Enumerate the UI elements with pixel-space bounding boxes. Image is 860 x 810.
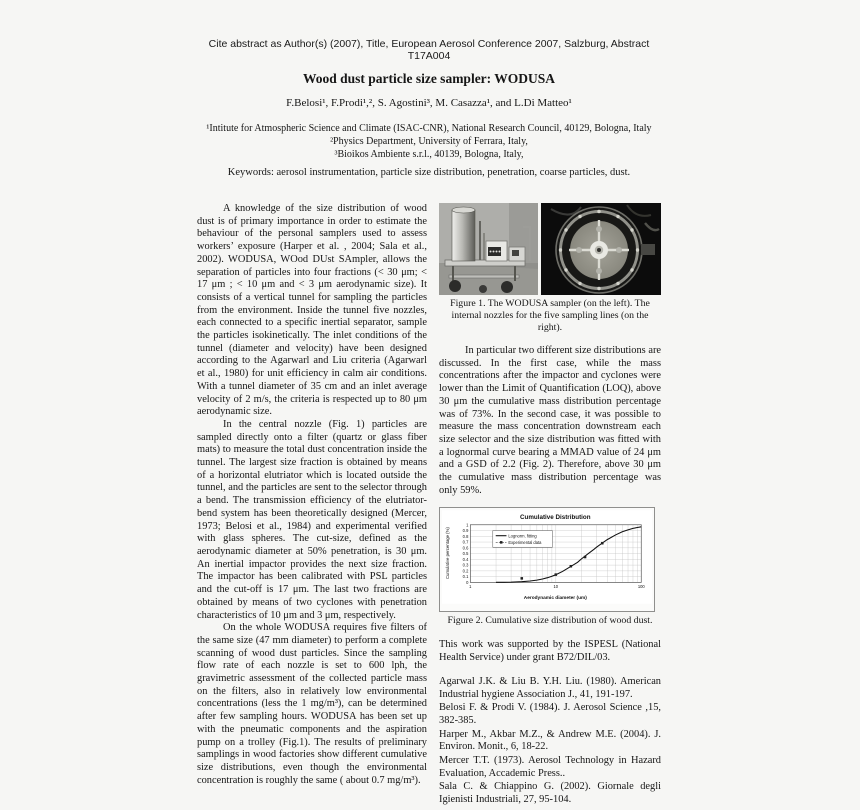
figure1 xyxy=(439,203,661,295)
figure2 xyxy=(439,507,655,612)
svg-text:0.8: 0.8 xyxy=(462,534,469,540)
chart-ylabel: Cumulative percentage (%) xyxy=(444,527,450,580)
svg-text:0.9: 0.9 xyxy=(462,528,469,534)
svg-text:0.7: 0.7 xyxy=(462,540,469,546)
reference-item: Harper M., Akbar M.Z., & Andrew M.E. (2004). J. Environ. Monit., 6, 18-22. xyxy=(439,728,661,753)
reference-item: Sala C. & Chiappino G. (2002). Giornale degli Igienisti Industriali, 27, 95-104. xyxy=(439,781,661,806)
figure1-caption: Figure 1. The WODUSA sampler (on the left). The internal nozzles for the five sampling lines (on the right). xyxy=(450,298,650,333)
affiliations xyxy=(197,122,661,161)
svg-text:0: 0 xyxy=(466,580,469,586)
legend-entry-fit: Lognorm. fitting xyxy=(508,533,537,539)
reference-item: Mercer T.T. (1973). Aerosol Technology in Hazard Evaluation, Accademic Press.. xyxy=(439,755,661,779)
svg-text:100: 100 xyxy=(637,584,645,590)
svg-text:0.4: 0.4 xyxy=(462,557,469,563)
reference-item: Belosi F. & Prodi V. (1984). J. Aerosol Science ,15, 382-385. xyxy=(439,702,661,726)
keywords-line: Keywords: aerosol instrumentation, particle size distribution, penetration, coarse particles, dust. xyxy=(227,167,631,178)
svg-text:0.6: 0.6 xyxy=(462,545,469,551)
author-list: F.Belosi¹, F.Prodi¹,², S. Agostini³, M. Casazza¹, and L.Di Matteo¹ xyxy=(286,97,572,109)
chart-xlabel: Aerodynamic diameter (um) xyxy=(523,596,587,602)
reference-item: Agarwal J.K. & Liu B. Y.H. Liu. (1980). American Industrial hygiene Association J., 41, 191-197. xyxy=(439,675,661,700)
figure2-chart xyxy=(442,510,652,604)
chart-legend xyxy=(493,531,553,548)
reference-list xyxy=(439,676,661,807)
paragraph: In particular two different size distributions are discussed. In the first case, while the mass concentrations after the impactor and cyclones were lower than the Limit of Quantification (LOQ), above 30 μm the cumulative mass distribution percentage was of 73%. In the second case, it was possible to measure the mass concentration downstream each size selector and the size distribution was fitted with a lognormal curve bearing a MMAD value of 24 μm and a GSD of 2.2 (Fig. 2). Therefore, above 30 μm the cumulative mass distribution percentage was only 59%. xyxy=(439,345,662,496)
affiliation-line: ³Bioikos Ambiente s.r.l., 40139, Bologna, Italy, xyxy=(334,149,524,160)
legend-entry-exp: Experimental data xyxy=(508,540,542,546)
left-column xyxy=(197,203,427,787)
page-title: Wood dust particle size sampler: WODUSA xyxy=(302,71,556,86)
citation-line: Cite abstract as Author(s) (2007), Title, European Aerosol Conference 2007, Salzburg, Abstract T17A004 xyxy=(208,38,650,62)
svg-text:0.5: 0.5 xyxy=(462,551,469,557)
svg-text:1: 1 xyxy=(469,584,472,590)
svg-text:0.2: 0.2 xyxy=(462,568,469,574)
paragraph: A knowledge of the size distribution of wood dust is of primary importance in order to estimate the behaviour of the personal samplers used to assess workers’ exposure (Harper et al. , 2004; Sala et al., 2002). WODUSA, WOod DUst SAmpler, allows the separation of particles into four fractions (< 30 μm; < 17 μm ; < 10 μm and < 3 μm aerodynamic size). It consists of a vertical tunnel for sampling the particles from the environment. Inside the tunnel five nozzles, each connected to a specific inertial separator, sample the particles isokinetically. The inlet conditions of the tunnel (diameter and velocity) have been designed according to the Agarwarl and Liu criteria (Agarwarl et al., 1980) for unit efficiency in calm air conditions. With a tunnel diameter of 35 cm and an inlet average velocity of 2 m/s, the criteria is respected up to 80 μm aerodynamic size. xyxy=(197,203,427,418)
chart-title: Cumulative Distribution xyxy=(520,514,591,522)
affiliation-line: ¹Intitute for Atmospheric Science and Climate (ISAC-CNR), National Research Council, 40129, Bologna, Italy xyxy=(206,123,652,134)
svg-text:0.3: 0.3 xyxy=(462,563,469,569)
right-column xyxy=(439,203,661,808)
figure1-photo-nozzles xyxy=(541,203,661,295)
svg-text:10: 10 xyxy=(553,584,559,590)
svg-text:1: 1 xyxy=(466,522,469,528)
paragraph: On the whole WODUSA requires five filters of the same size (47 mm diameter) to perform a complete scanning of wood dust particles. Since the sampling flow rate of each nozzle is set to 600 lph, the gravimetric assessment of the collected particle mass on the filters, also in relatively low environmental concentrations (less the 1 mg/m³), can be determined after few sampling hours. WODUSA has been set up with the pneumatic components and the aspiration pump on a trolley (Fig.1). The results of preliminary samplings in wood factories show different cumulative size distributions, even though the environmental concentration is roughly the same ( about 0.7 mg/m³). xyxy=(197,622,427,786)
affiliation-line: ²Physics Department, University of Ferrara, Italy, xyxy=(330,136,528,147)
nozzle-chamber xyxy=(556,207,642,293)
figure1-photo-sampler xyxy=(439,203,538,295)
chart-yticks xyxy=(463,523,469,586)
paragraph: In the central nozzle (Fig. 1) particles are sampled directly onto a filter (quartz or glass fiber mats) to measure the total dust concentration inside the tunnel. The largest size fraction is obtained by means of a horizontal elutriator which is located outside the tunnel, and the particles are sent to the selector through a bend. The transmission efficiency of the elutriator-bend system has been theoretically designed (Mercer, 1973; Belosi et al., 1984) and experimental verified with glass spheres. The cut-size, defined as the aerodynamic diameter at 50% penetration, is 30 μm. An inertial impactor provides the next size fraction. The impactor has been calibrated with PSL particles and the cut-off is 17 μm. The last two fractions are obtained by means of two cyclones with penetration characteristics of 10 μm and 3 μm, respectively. xyxy=(197,418,427,621)
acknowledgment: This work was supported by the ISPESL (National Health Service) under grant B72/DIL/03. xyxy=(439,639,661,664)
figure2-caption: Figure 2. Cumulative size distribution of wood dust. xyxy=(447,615,653,627)
svg-text:0.1: 0.1 xyxy=(462,574,469,580)
